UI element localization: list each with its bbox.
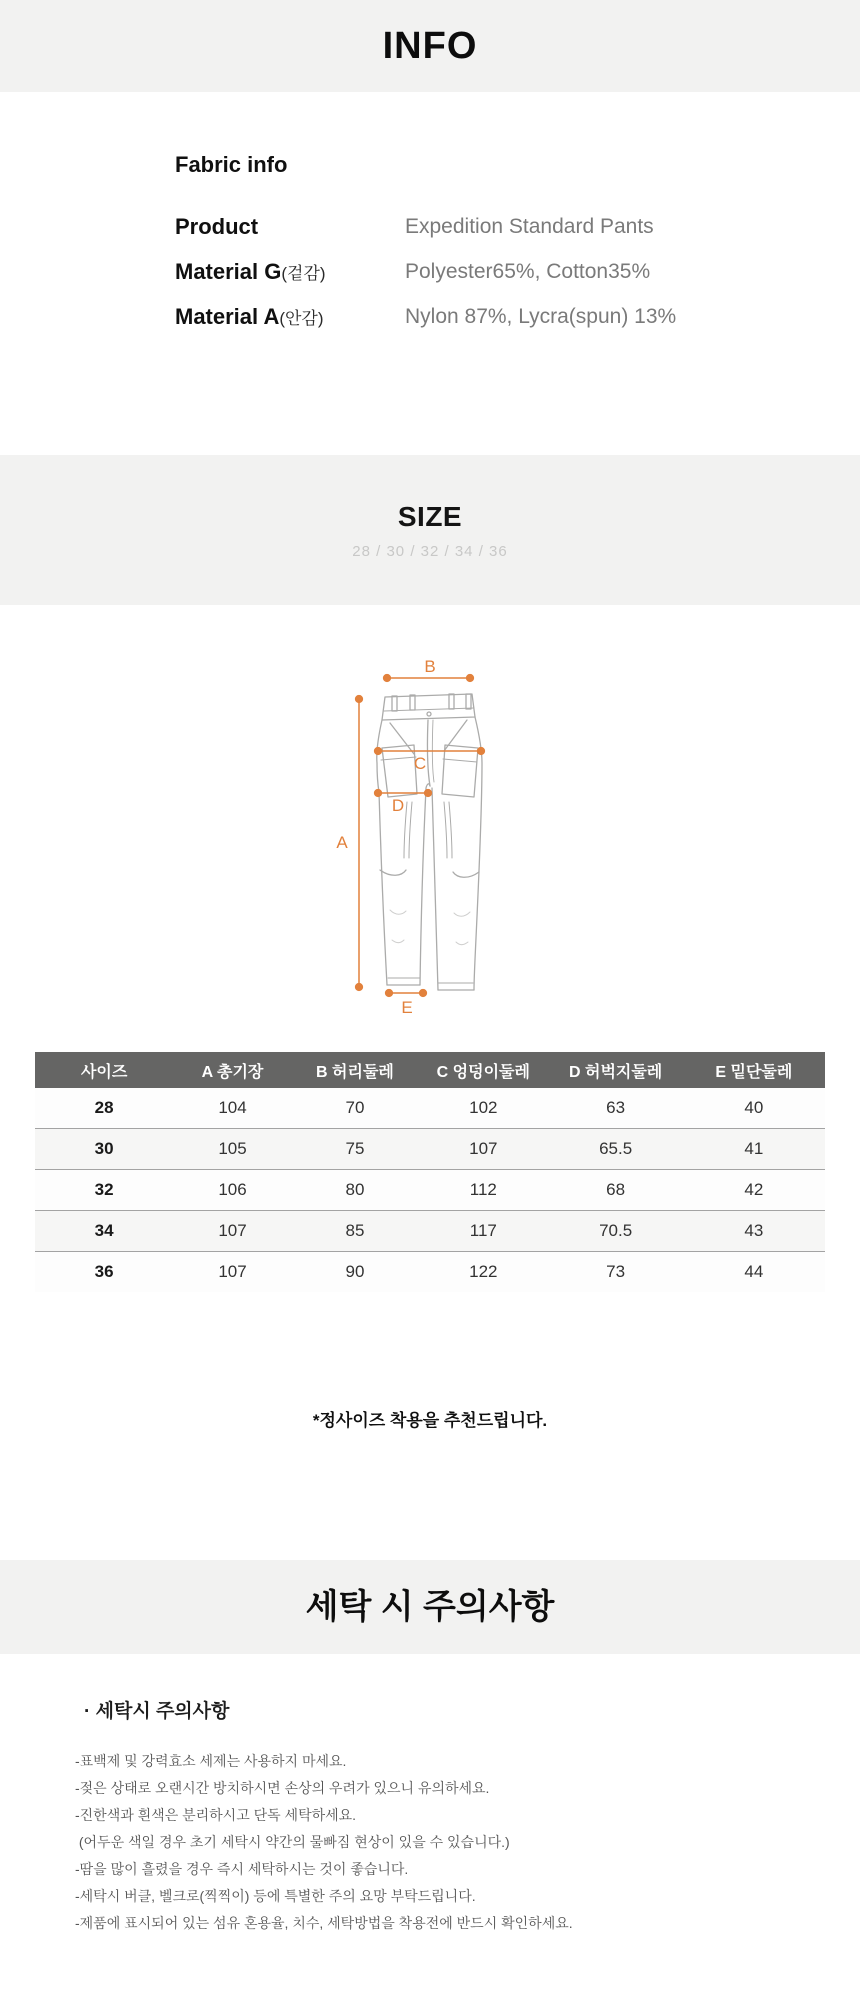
wash-instruction: (어두운 색일 경우 초기 세탁시 약간의 물빠짐 현상이 있을 수 있습니다.) (75, 1834, 510, 1850)
col-header-a: A 총기장 (173, 1052, 292, 1088)
fabric-row-material-a (175, 304, 835, 334)
cell: 75 (292, 1129, 418, 1170)
wash-instruction: -세탁시 버클, 벨크로(찍찍이) 등에 특별한 주의 요망 부탁드립니다. (75, 1888, 476, 1904)
label-E: E (401, 998, 413, 1017)
cell: 105 (173, 1129, 292, 1170)
cell: 107 (418, 1129, 548, 1170)
fabric-label-sub: (겉감) (281, 264, 326, 283)
size-table-header-row (35, 1052, 825, 1088)
cell: 63 (548, 1088, 682, 1129)
cell: 122 (418, 1252, 548, 1293)
cell: 80 (292, 1170, 418, 1211)
fabric-label (175, 214, 258, 239)
fabric-label-sub: (안감) (279, 309, 324, 328)
cell-size: 28 (35, 1088, 173, 1129)
cell: 70 (292, 1088, 418, 1129)
table-row (35, 1211, 825, 1252)
wash-instruction: -제품에 표시되어 있는 섬유 혼용율, 치수, 세탁방법을 착용전에 반드시 확인하세요. (75, 1915, 573, 1931)
label-B: B (424, 657, 436, 676)
col-header-e: E 밑단둘레 (683, 1052, 825, 1088)
fabric-value: Expedition Standard Pants (405, 215, 654, 238)
label-A: A (336, 833, 348, 852)
info-title: INFO (382, 25, 478, 67)
cell-size: 30 (35, 1129, 173, 1170)
size-title: SIZE (397, 501, 463, 532)
wash-band-title: 세탁 시 주의사항 (305, 1588, 555, 1626)
wash-instructions-list (75, 1748, 835, 1937)
cell: 106 (173, 1170, 292, 1211)
cell: 102 (418, 1088, 548, 1129)
pants-sketch (377, 694, 482, 990)
fabric-label-text: Material G (175, 259, 282, 284)
cell: 90 (292, 1252, 418, 1293)
size-options: 28 / 30 / 32 / 34 / 36 (352, 543, 508, 560)
size-band (0, 455, 860, 605)
table-row (35, 1252, 825, 1293)
fabric-info-heading: Fabric info (175, 152, 288, 177)
cell: 85 (292, 1211, 418, 1252)
wash-band (0, 1560, 860, 1654)
wash-instruction: -표백제 및 강력효소 세제는 사용하지 마세요. (75, 1753, 347, 1769)
cell: 70.5 (548, 1211, 682, 1252)
cell: 68 (548, 1170, 682, 1211)
pants-sketch-svg (0, 620, 860, 1040)
cell: 107 (173, 1252, 292, 1293)
cell: 107 (173, 1211, 292, 1252)
wash-instruction: -진한색과 흰색은 분리하시고 단독 세탁하세요. (75, 1807, 357, 1823)
table-row (35, 1170, 825, 1211)
wash-instruction: -젖은 상태로 오랜시간 방치하시면 손상의 우려가 있으니 유의하세요. (75, 1780, 490, 1796)
cell: 117 (418, 1211, 548, 1252)
cell: 44 (683, 1252, 825, 1293)
table-row (35, 1129, 825, 1170)
fabric-label-text: Product (175, 214, 259, 239)
fabric-label (175, 259, 326, 284)
fabric-value: Nylon 87%, Lycra(spun) 13% (405, 305, 677, 328)
cell-size: 32 (35, 1170, 173, 1211)
pants-measurement-diagram (0, 620, 860, 1040)
label-C: C (413, 754, 427, 773)
fabric-value: Polyester65%, Cotton35% (405, 260, 651, 283)
size-table (35, 1052, 825, 1292)
cell: 73 (548, 1252, 682, 1293)
cell: 40 (683, 1088, 825, 1129)
fabric-row-product (175, 214, 835, 244)
table-row (35, 1088, 825, 1129)
fabric-label (175, 304, 324, 329)
cell: 43 (683, 1211, 825, 1252)
col-header-size: 사이즈 (35, 1052, 173, 1088)
label-D: D (391, 796, 405, 815)
cell: 42 (683, 1170, 825, 1211)
wash-instruction: -땀을 많이 흘렸을 경우 즉시 세탁하시는 것이 좋습니다. (75, 1861, 409, 1877)
fabric-row-material-g (175, 259, 835, 289)
cell-size: 34 (35, 1211, 173, 1252)
fabric-label-text: Material A (175, 304, 280, 329)
wash-subheading: · 세탁시 주의사항 (84, 1701, 230, 1722)
cell-size: 36 (35, 1252, 173, 1293)
cell: 41 (683, 1129, 825, 1170)
cell: 112 (418, 1170, 548, 1211)
col-header-b: B 허리둘레 (292, 1052, 418, 1088)
info-band (0, 0, 860, 92)
cell: 104 (173, 1088, 292, 1129)
col-header-d: D 허벅지둘레 (548, 1052, 682, 1088)
col-header-c: C 엉덩이둘레 (418, 1052, 548, 1088)
cell: 65.5 (548, 1129, 682, 1170)
size-footnote: *정사이즈 착용을 추천드립니다. (312, 1411, 548, 1430)
